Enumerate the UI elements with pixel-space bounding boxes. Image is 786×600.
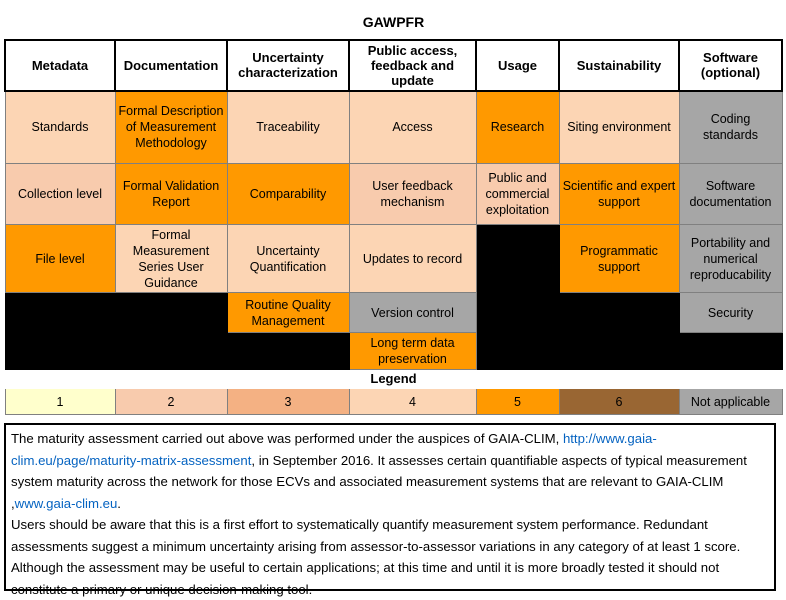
header-sustainability: Sustainability bbox=[559, 40, 679, 91]
legend-item-not-applicable: Not applicable bbox=[679, 389, 782, 415]
cell-public-version: Version control bbox=[349, 293, 476, 333]
maturity-assessment-link[interactable]: http://www.gaia-clim.eu/page/maturity-matrix-assessment bbox=[11, 431, 657, 468]
cell-documentation-validation: Formal Validation Report bbox=[115, 164, 227, 225]
disclaimer-note bbox=[4, 423, 776, 597]
cell-public-updates: Updates to record bbox=[349, 225, 476, 293]
legend-item-3: 3 bbox=[227, 389, 349, 415]
legend-item-4: 4 bbox=[349, 389, 476, 415]
cell-empty bbox=[115, 333, 227, 370]
cell-uncertainty-routine-qm: Routine Quality Management bbox=[227, 293, 349, 333]
legend-item-1: 1 bbox=[5, 389, 115, 415]
header-public-access: Public access, feedback and update bbox=[349, 40, 476, 91]
legend-item-6: 6 bbox=[559, 389, 679, 415]
header-uncertainty: Uncertainty characterization bbox=[227, 40, 349, 91]
cell-empty bbox=[5, 333, 115, 370]
cell-documentation-description: Formal Description of Measurement Methodology bbox=[115, 91, 227, 164]
cell-usage-research: Research bbox=[476, 91, 559, 164]
cell-public-access: Access bbox=[349, 91, 476, 164]
matrix-title: GAWPFR bbox=[5, 5, 782, 40]
cell-sustainability-siting: Siting environment bbox=[559, 91, 679, 164]
legend-title: Legend bbox=[5, 370, 782, 389]
cell-empty bbox=[559, 333, 679, 370]
header-metadata: Metadata bbox=[5, 40, 115, 91]
cell-uncertainty-comparability: Comparability bbox=[227, 164, 349, 225]
cell-software-portability: Portability and numerical reproducability bbox=[679, 225, 782, 293]
header-usage: Usage bbox=[476, 40, 559, 91]
header-software: Software (optional) bbox=[679, 40, 782, 91]
cell-empty bbox=[476, 333, 559, 370]
cell-public-feedback: User feedback mechanism bbox=[349, 164, 476, 225]
legend-item-5: 5 bbox=[476, 389, 559, 415]
cell-usage-exploitation: Public and commercial exploitation bbox=[476, 164, 559, 225]
cell-empty bbox=[115, 293, 227, 333]
maturity-matrix-table bbox=[4, 4, 783, 415]
note-text: The maturity assessment carried out above was performed under the auspices of GAIA-CLIM, bbox=[11, 431, 563, 446]
cell-software-documentation: Software documentation bbox=[679, 164, 782, 225]
cell-public-preservation: Long term data preservation bbox=[349, 333, 476, 370]
cell-empty bbox=[476, 225, 559, 293]
gaia-clim-link[interactable]: www.gaia-clim.eu bbox=[14, 495, 118, 511]
cell-empty bbox=[559, 293, 679, 333]
note-text: , in September 2016. It assesses certain quantifiable aspects of typical measurement system maturity across the network for those ECVs and associated measurement systems that are relevant to GAIA-CLIM , bbox=[11, 452, 747, 511]
note-caveat-text: Users should be aware that this is a first effort to systematically quantify measurement system performance. Redundant assessments suggest a minimum uncertainty arising from assessor-to-assessor variations in any category of at least 1 score. Although the assessment may be useful to certain applications; at this time and until it is more broadly tested it should not constitute a primary or unique decision-making tool. bbox=[11, 517, 741, 597]
cell-empty bbox=[5, 293, 115, 333]
note-text: . bbox=[117, 495, 121, 511]
legend-item-2: 2 bbox=[115, 389, 227, 415]
header-documentation: Documentation bbox=[115, 40, 227, 91]
cell-empty bbox=[227, 333, 349, 370]
cell-empty bbox=[476, 293, 559, 333]
cell-software-security: Security bbox=[679, 293, 782, 333]
cell-software-coding: Coding standards bbox=[679, 91, 782, 164]
cell-documentation-guidance: Formal Measurement Series User Guidance bbox=[115, 225, 227, 293]
cell-metadata-file: File level bbox=[5, 225, 115, 293]
cell-empty bbox=[679, 333, 782, 370]
cell-sustainability-scientific: Scientific and expert support bbox=[559, 164, 679, 225]
cell-metadata-standards: Standards bbox=[5, 91, 115, 164]
cell-uncertainty-traceability: Traceability bbox=[227, 91, 349, 164]
cell-metadata-collection: Collection level bbox=[5, 164, 115, 225]
cell-uncertainty-quantification: Uncertainty Quantification bbox=[227, 225, 349, 293]
cell-sustainability-programmatic: Programmatic support bbox=[559, 225, 679, 293]
